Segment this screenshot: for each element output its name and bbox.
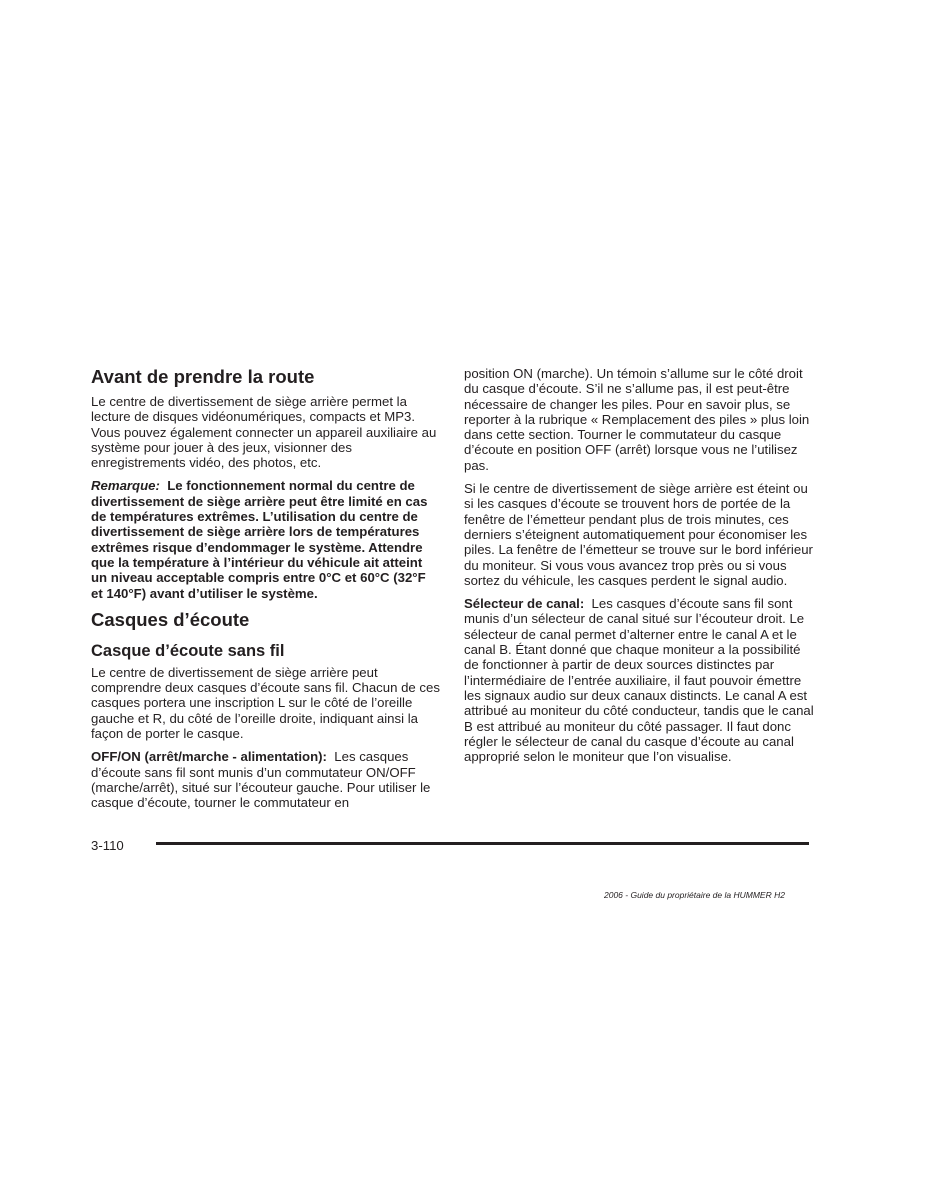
transmitter-paragraph: Si le centre de divertissement de siège arrière est éteint ou si les casques d’écoute se trouvent hors de portée de la fenêtre de l’émetteur pendant plus de trois minutes, ces derniers s’éteignent automatiquement pour économiser les piles. La fenêtre de l’émetteur se trouve sur le bord inférieur du moniteur. Si vous vous avancez trop près ou si vous sortez du véhicule, les casques perdent le signal audio. <box>464 481 813 588</box>
continued-paragraph: position ON (marche). Un témoin s’allume sur le côté droit du casque d’écoute. S’il ne s’allume pas, il est peut-être nécessaire de changer les piles. Pour en savoir plus, se reporter à la rubrique « Remplacement des piles » plus loin dans cette section. Tourner le commutateur du casque d’écoute en position OFF (arrêt) lorsque vous ne l’utilisez pas. <box>464 366 810 473</box>
footer-rule <box>156 842 809 845</box>
right-column <box>464 366 814 772</box>
power-label: OFF/ON (arrêt/marche - alimentation): <box>91 749 327 765</box>
page-number: 3-110 <box>91 838 124 853</box>
power-paragraph <box>91 749 441 810</box>
section-heading-headphones: Casques d’écoute <box>91 608 250 630</box>
power-text: Les casques d’écoute sans fil sont munis d’un commutateur ON/OFF (marche/arrêt), situé sur l’écouteur gauche. Pour utiliser le casque d’écoute, tourner le commutateur en <box>91 749 431 811</box>
note-label: Remarque: <box>91 478 160 494</box>
subsection-heading: Casque d’écoute sans fil <box>91 641 285 660</box>
left-column <box>91 366 441 819</box>
channel-label: Sélecteur de canal: <box>464 596 585 612</box>
section-heading: Avant de prendre la route <box>91 366 315 387</box>
footer-text: 2006 - Guide du propriétaire de la HUMMER H2 <box>604 890 785 900</box>
note-paragraph <box>91 478 441 600</box>
channel-paragraph <box>464 596 814 764</box>
note-text: Le fonctionnement normal du centre de divertissement de siège arrière peut être limité en cas de températures extrêmes. L’utilisation du centre de divertissement de siège arrière lors de températures extrêmes risque d’endommager le système. Attendre que la température à l’intérieur du véhicule ait atteint un niveau acceptable compris entre 0°C et 60°C (32°F et 140°F) avant d’utiliser le système. <box>91 478 428 601</box>
headphones-paragraph: Le centre de divertissement de siège arrière peut comprendre deux casques d’écoute sans fil. Chacun de ces casques portera une inscription L sur le côté de l’oreille gauche et R, du côté de l’oreille droite, indiquant ainsi la façon de porter le casque. <box>91 664 440 742</box>
channel-text: Les casques d’écoute sans fil sont munis d’un sélecteur de canal situé sur l’écouteur droit. Le sélecteur de canal permet d’alterner entre le canal A et le canal B. Étant donné que chaque moniteur a la possibilité de fonctionner à partir de deux sources distinctes par l’intermédiaire de l’entrée auxiliaire, il faut pouvoir émettre les signaux audio sur deux canaux distincts. Le canal A est attribué au moniteur du côté conducteur, tandis que le canal B est attribué au moniteur du côté passager. Il faut donc régler le sélecteur de canal du casque d’écoute au canal approprié selon le moniteur que l’on visualise. <box>464 596 814 765</box>
intro-paragraph: Le centre de divertissement de siège arrière permet la lecture de disques vidéonumériques, compacts et MP3. Vous pouvez également connecter un appareil auxiliaire au système pour jouer à des jeux, visionner des enregistrements vidéo, des photos, etc. <box>91 394 437 471</box>
